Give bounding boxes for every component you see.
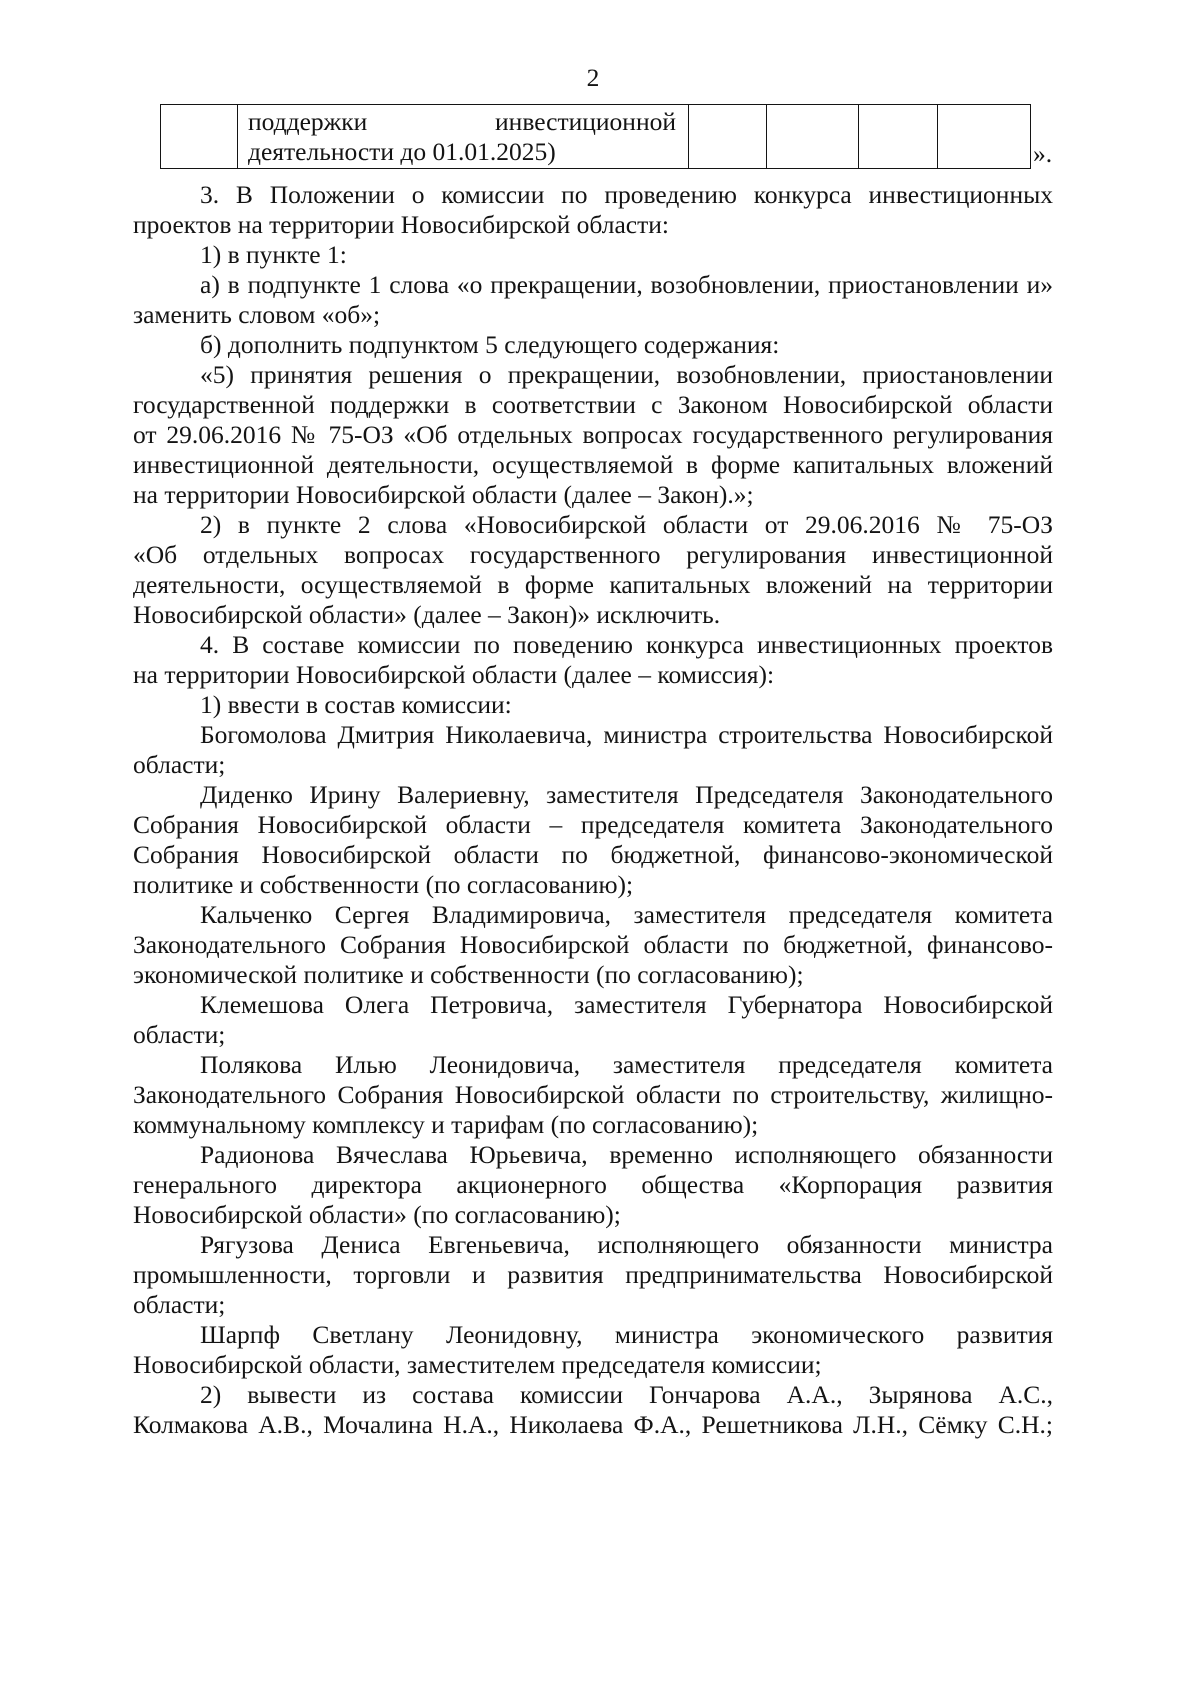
text-line: Полякова Илью Леонидовича, заместителя председателя комитета xyxy=(200,1050,1053,1079)
text-line: инвестиционной деятельности, осуществляемой в форме капитальных вложений xyxy=(133,450,1053,479)
text-line: экономической политике и собственности (по согласованию); xyxy=(133,960,804,989)
text-line: Клемешова Олега Петровича, заместителя Губернатора Новосибирской xyxy=(200,990,1053,1019)
text-line: 3. В Положении о комиссии по проведению конкурса инвестиционных xyxy=(200,180,1053,209)
text-line: Новосибирской области» (по согласованию); xyxy=(133,1200,621,1229)
text-line: Шарпф Светлану Леонидовну, министра экономического развития xyxy=(200,1320,1053,1349)
text-line: проектов на территории Новосибирской области: xyxy=(133,210,669,239)
table-row xyxy=(161,105,1031,169)
new-subitem-5 xyxy=(133,360,1053,510)
subitem-b xyxy=(133,330,1053,360)
item-4-commission-composition xyxy=(133,630,1053,690)
text-line: «5) принятия решения о прекращении, возобновлении, приостановлении xyxy=(200,360,1053,389)
document-body xyxy=(133,180,1053,1440)
text-line: Кальченко Сергея Владимировича, заместителя председателя комитета xyxy=(200,900,1053,929)
closing-quote-mark: ». xyxy=(1033,139,1053,168)
text-line: Новосибирской области, заместителем председателя комиссии; xyxy=(133,1350,822,1379)
text-line: Богомолова Дмитрия Николаевича, министра строительства Новосибирской xyxy=(200,720,1053,749)
member-ryaguzov xyxy=(133,1230,1053,1320)
table-cell-empty xyxy=(938,105,1031,169)
text-line: Диденко Ирину Валериевну, заместителя Председателя Законодательного xyxy=(200,780,1053,809)
member-radionov xyxy=(133,1140,1053,1230)
table-cell-empty xyxy=(689,105,767,169)
text-line: 2) вывести из состава комиссии Гончарова А.А., Зырянова А.С., xyxy=(200,1380,1053,1409)
text-line: на территории Новосибирской области (далее – комиссия): xyxy=(133,660,775,689)
cell-line: деятельности до 01.01.2025) xyxy=(248,137,556,166)
subitem-2-point-2 xyxy=(133,510,1053,630)
text-line: области; xyxy=(133,1020,226,1049)
text-line: на территории Новосибирской области (далее – Закон).»; xyxy=(133,480,754,509)
text-line: области; xyxy=(133,750,226,779)
table-cell-number xyxy=(161,105,238,169)
text-line: 1) в пункте 1: xyxy=(200,240,347,269)
text-line: 2) в пункте 2 слова «Новосибирской области от 29.06.2016 № 75-ОЗ xyxy=(200,510,1053,539)
subitem-1-point-1 xyxy=(133,240,1053,270)
member-klemeshov xyxy=(133,990,1053,1050)
subitem-a xyxy=(133,270,1053,330)
text-line: Новосибирской области» (далее – Закон)» исключить. xyxy=(133,600,721,629)
page-number: 2 xyxy=(586,63,600,92)
subitem-2-remove-members xyxy=(133,1380,1053,1440)
table-continuation xyxy=(160,104,1031,169)
text-line: а) в подпункте 1 слова «о прекращении, возобновлении, приостановлении и» xyxy=(200,270,1053,299)
table-cell-empty xyxy=(859,105,938,169)
text-line: Собрания Новосибирской области – председателя комитета Законодательного xyxy=(133,810,1053,839)
text-line: промышленности, торговли и развития предпринимательства Новосибирской xyxy=(133,1260,1053,1289)
item-3-regulation-amendment xyxy=(133,180,1053,240)
member-polyakov xyxy=(133,1050,1053,1140)
member-sharpf xyxy=(133,1320,1053,1380)
text-line: Собрания Новосибирской области по бюджетной, финансово-экономической xyxy=(133,840,1053,869)
text-line: Радионова Вячеслава Юрьевича, временно исполняющего обязанности xyxy=(200,1140,1053,1169)
text-line: б) дополнить подпунктом 5 следующего содержания: xyxy=(200,330,780,359)
subitem-1-add-members xyxy=(133,690,1053,720)
member-didenko xyxy=(133,780,1053,900)
text-line: государственной поддержки в соответствии с Законом Новосибирской области xyxy=(133,390,1053,419)
text-line: Законодательного Собрания Новосибирской области по строительству, жилищно- xyxy=(133,1080,1053,1109)
cell-line: поддержки инвестиционной xyxy=(248,107,676,136)
text-line: заменить словом «об»; xyxy=(133,300,381,329)
text-line: Законодательного Собрания Новосибирской области по бюджетной, финансово- xyxy=(133,930,1053,959)
table-cell-description xyxy=(238,105,689,169)
text-line: генерального директора акционерного общества «Корпорация развития xyxy=(133,1170,1053,1199)
text-line: Рягузова Дениса Евгеньевича, исполняющего обязанности министра xyxy=(200,1230,1053,1259)
text-line: области; xyxy=(133,1290,226,1319)
text-line: политике и собственности (по согласованию); xyxy=(133,870,634,899)
text-line: 1) ввести в состав комиссии: xyxy=(200,690,512,719)
member-bogomolov xyxy=(133,720,1053,780)
text-line: Колмакова А.В., Мочалина Н.А., Николаева Ф.А., Решетникова Л.Н., Сёмку С.Н.; xyxy=(133,1410,1053,1439)
member-kalchenko xyxy=(133,900,1053,990)
text-line: деятельности, осуществляемой в форме капитальных вложений на территории xyxy=(133,570,1053,599)
table-cell-empty xyxy=(767,105,859,169)
text-line: коммунальному комплексу и тарифам (по согласованию); xyxy=(133,1110,759,1139)
cell-text xyxy=(238,105,688,167)
text-line: от 29.06.2016 № 75-ОЗ «Об отдельных вопросах государственного регулирования xyxy=(133,420,1053,449)
text-line: «Об отдельных вопросах государственного регулирования инвестиционной xyxy=(133,540,1053,569)
text-line: 4. В составе комиссии по поведению конкурса инвестиционных проектов xyxy=(200,630,1053,659)
